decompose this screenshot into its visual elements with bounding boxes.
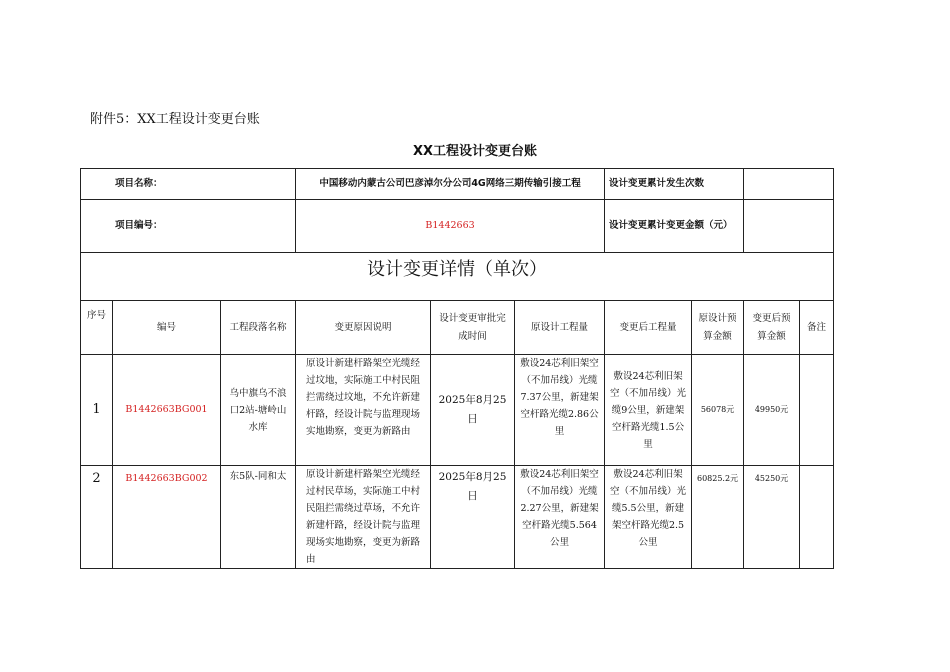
project-name-row <box>81 169 834 200</box>
change-amount-label: 设计变更累计变更金额（元） <box>605 200 744 253</box>
row-new-amount: 45250元 <box>744 466 800 569</box>
row-orig-amount: 56078元 <box>692 355 744 466</box>
column-header: 备注 <box>800 301 834 355</box>
table-row <box>81 355 834 466</box>
column-header: 序号 <box>81 301 113 355</box>
project-code-row <box>81 200 834 253</box>
section-title-row <box>81 253 834 301</box>
row-orig-qty: 敷设24芯利旧架空（不加吊线）光缆2.27公里，新建架空杆路光缆5.564公里 <box>515 466 605 569</box>
row-code: B1442663BG001 <box>113 355 221 466</box>
row-new-qty: 敷设24芯利旧架空（不加吊线）光缆5.5公里，新建架空杆路光缆2.5公里 <box>605 466 692 569</box>
project-name-label: 项目名称： <box>81 169 296 200</box>
column-header: 原设计工程量 <box>515 301 605 355</box>
row-section: 东5队-同和太 <box>221 466 296 569</box>
row-date: 2025年8月25日 <box>431 466 515 569</box>
row-reason: 原设计新建杆路架空光缆经过坟地，实际施工中村民阻拦需绕过坟地，不允许新建杆路，经设计院与监理现场实地勘察，变更为新路由 <box>296 355 431 466</box>
attachment-label: 附件5：XX工程设计变更台账 <box>90 112 260 127</box>
row-seq: 2 <box>81 466 113 569</box>
document-title: XX工程设计变更台账 <box>412 144 538 159</box>
row-seq: 1 <box>81 355 113 466</box>
row-date: 2025年8月25日 <box>431 355 515 466</box>
project-name-value: 中国移动内蒙古公司巴彦淖尔分公司4G网络三期传输引接工程 <box>296 169 605 200</box>
column-header: 编号 <box>113 301 221 355</box>
project-code-value: B1442663 <box>296 200 605 253</box>
row-remark <box>800 466 834 569</box>
change-amount-value <box>744 200 834 253</box>
change-count-label: 设计变更累计发生次数 <box>605 169 744 200</box>
row-new-qty: 敷设24芯利旧架空（不加吊线）光缆9公里，新建架空杆路光缆1.5公里 <box>605 355 692 466</box>
column-header: 工程段落名称 <box>221 301 296 355</box>
column-header: 变更后工程量 <box>605 301 692 355</box>
column-header-row <box>81 301 834 355</box>
row-remark <box>800 355 834 466</box>
row-code: B1442663BG002 <box>113 466 221 569</box>
change-count-value <box>744 169 834 200</box>
row-orig-qty: 敷设24芯利旧架空（不加吊线）光缆7.37公里，新建架空杆路光缆2.86公里 <box>515 355 605 466</box>
table-row <box>81 466 834 569</box>
row-section: 乌中旗乌不浪口2站-塘岭山水库 <box>221 355 296 466</box>
section-title: 设计变更详情（单次） <box>81 253 834 301</box>
row-reason: 原设计新建杆路架空光缆经过村民草场，实际施工中村民阻拦需绕过草场，不允许新建杆路，经设计院与监理现场实地勘察，变更为新路由 <box>296 466 431 569</box>
column-header: 变更原因说明 <box>296 301 431 355</box>
row-new-amount: 49950元 <box>744 355 800 466</box>
column-header: 设计变更审批完成时间 <box>431 301 515 355</box>
project-code-label: 项目编号： <box>81 200 296 253</box>
row-orig-amount: 60825.2元 <box>692 466 744 569</box>
column-header: 变更后预算金额 <box>744 301 800 355</box>
column-header: 原设计预算金额 <box>692 301 744 355</box>
change-ledger-table <box>80 168 834 569</box>
